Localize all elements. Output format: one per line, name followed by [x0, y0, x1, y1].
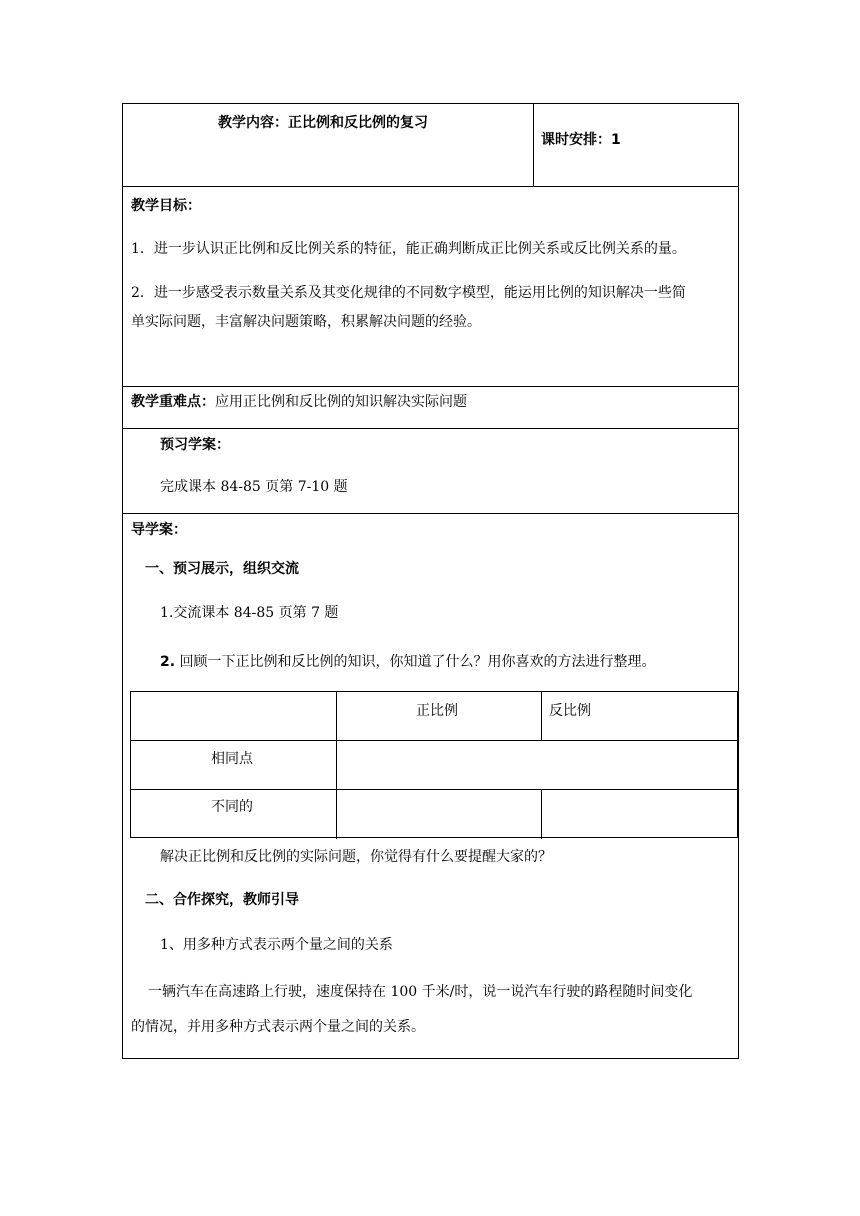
preview-heading: 预习学案：: [160, 437, 230, 453]
objective-item-2-line2: 单实际问题，丰富解决问题策略，积累解决问题的经验。: [131, 314, 481, 330]
table-col-divider: [541, 789, 542, 839]
problem-line-1: 一辆汽车在高速路上行驶，速度保持在 100 千米/时，说一说汽车行驶的路程随时间变化: [148, 984, 693, 1000]
guide-heading: 导学案：: [131, 522, 187, 538]
table-col-divider: [336, 692, 337, 839]
row-divider: [123, 428, 738, 429]
guide-item-1: 1.交流课本 84-85 页第 7 题: [160, 605, 339, 621]
table-row-diff: 不同的: [211, 799, 253, 815]
preview-text: 完成课本 84-85 页第 7-10 题: [160, 479, 348, 495]
header-column-divider: [533, 104, 534, 186]
table-header-inverse: 反比例: [549, 703, 591, 719]
row-divider: [123, 186, 738, 187]
content-title: 教学内容：正比例和反比例的复习: [218, 115, 428, 131]
section-2-title: 二、合作探究，教师引导: [145, 892, 299, 908]
guide-item-2: [160, 653, 656, 671]
section-1-title: 一、预习展示，组织交流: [145, 561, 299, 577]
row-divider: [123, 386, 738, 387]
table-col-divider: [541, 692, 542, 740]
table-header-direct: 正比例: [416, 703, 458, 719]
reminder-text: 解决正比例和反比例的实际问题，你觉得有什么要提醒大家的？: [160, 849, 552, 865]
objective-item-2-line1: 2．进一步感受表示数量关系及其变化规律的不同数字模型，能运用比例的知识解决一些简: [131, 285, 686, 301]
hours-label: 课时安排：1: [541, 132, 621, 148]
objective-item-1: 1．进一步认识正比例和反比例关系的特征，能正确判断成正比例关系或反比例关系的量。: [131, 241, 686, 257]
row-divider: [123, 513, 738, 514]
problem-line-2: 的情况，并用多种方式表示两个量之间的关系。: [131, 1019, 425, 1035]
sub-item-1: 1、用多种方式表示两个量之间的关系: [160, 937, 393, 953]
guide-item-2-text: 回顾一下正比例和反比例的知识，你知道了什么？用你喜欢的方法进行整理。: [175, 654, 656, 670]
table-row-same: 相同点: [211, 751, 253, 767]
key-points-text: 应用正比例和反比例的知识解决实际问题: [215, 394, 467, 410]
key-points-heading: 教学重难点：: [131, 394, 215, 410]
key-points-row: [131, 393, 467, 411]
guide-item-2-number: 2.: [160, 654, 176, 670]
table-row-divider: [131, 789, 737, 790]
table-row-divider: [131, 740, 737, 741]
objectives-heading: 教学目标：: [131, 198, 201, 214]
